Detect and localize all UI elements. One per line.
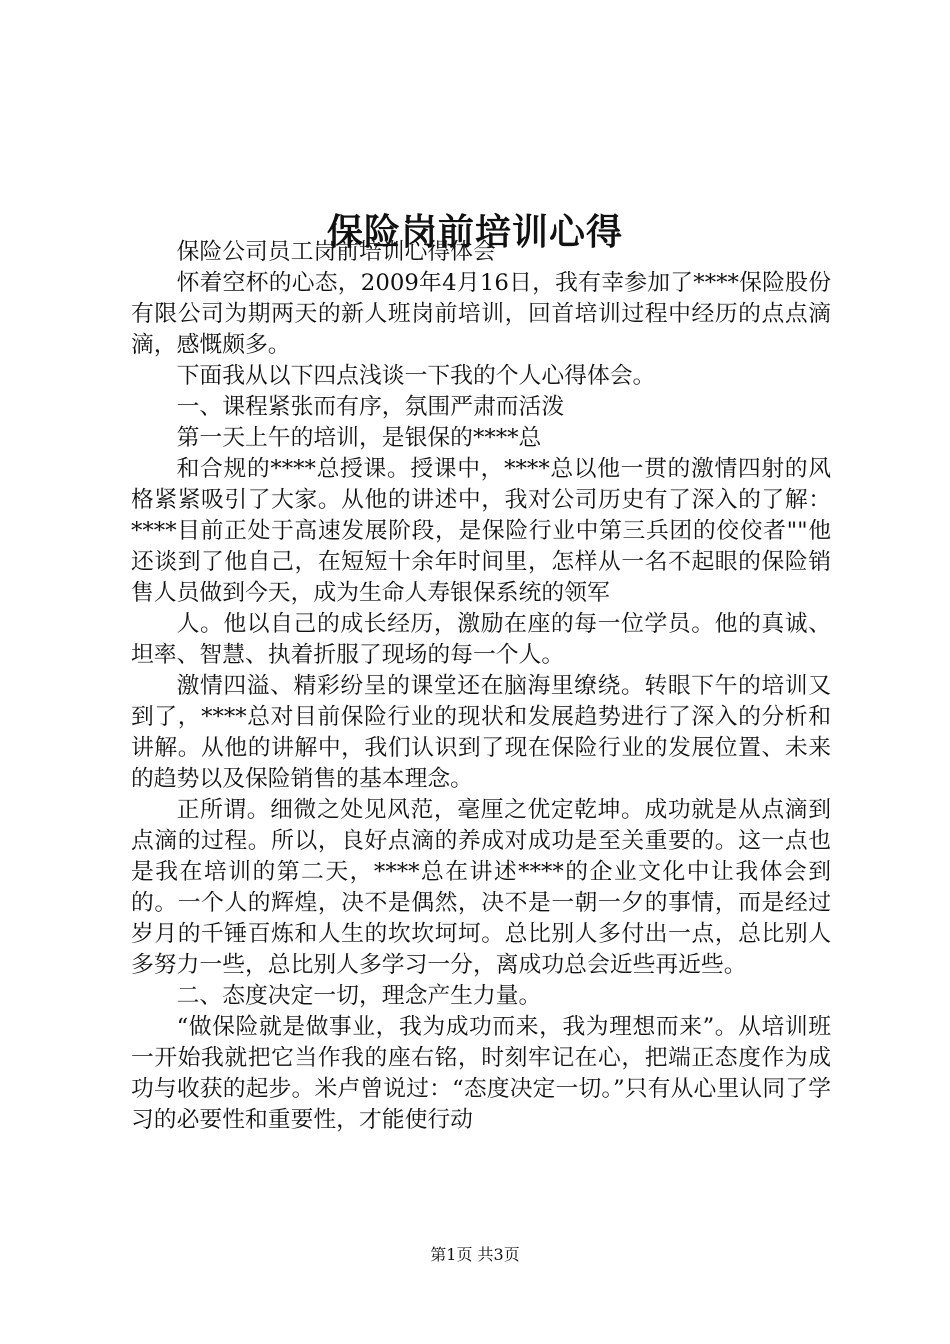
page-footer: 第1页 共3页	[430, 1245, 520, 1264]
section-heading: 一、课程紧张而有序，氛围严肃而活泼	[176, 394, 565, 420]
section-heading: 二、态度决定一切，理念产生力量。	[176, 983, 542, 1009]
paragraph: 下面我从以下四点浅谈一下我的个人心得体会。	[176, 363, 656, 389]
paragraph: 正所谓。细微之处见风范，毫厘之优定乾坤。成功就是从点滴到点滴的过程。所以，良好点滴的养成对成功是至关重要的。这一点也是我在培训的第二天，****总在讲述****的企业文化中让我体会到的。一个人的辉煌，决不是偶然，决不是一朝一夕的事情，而是经过岁月的千锤百炼和人生的坎坎坷坷。总比别人多付出一点，总比别人多努力一些，总比别人多学习一分，离成功总会近些再近些。	[131, 797, 831, 978]
paragraph-subtitle: 保险公司员工岗前培训心得体会	[176, 239, 496, 265]
paragraph: 第一天上午的培训，是银保的****总	[176, 425, 542, 451]
document-title: 保险岗前培训心得	[326, 211, 623, 254]
paragraph: “做保险就是做事业，我为成功而来，我为理想而来”。从培训班一开始我就把它当作我的座右铭，时刻牢记在心，把端正态度作为成功与收获的起步。米卢曾说过：“态度决定一切。”只有从心里认同了学习的必要性和重要性，才能使行动	[131, 1014, 831, 1133]
paragraph: 人。他以自己的成长经历，激励在座的每一位学员。他的真诚、坦率、智慧、执着折服了现场的每一个人。	[131, 611, 831, 668]
paragraph: 怀着空杯的心态，2009年4月16日，我有幸参加了****保险股份有限公司为期两天的新人班岗前培训，回首培训过程中经历的点点滴滴，感慨颇多。	[131, 270, 831, 358]
document-body	[131, 237, 831, 1136]
paragraph: 和合规的****总授课。授课中，****总以他一贯的激情四射的风格紧紧吸引了大家。从他的讲述中，我对公司历史有了深入的了解：****目前正处于高速发展阶段，是保险行业中第三兵团的佼佼者""他还谈到了他自己，在短短十余年时间里，怎样从一名不起眼的保险销售人员做到今天，成为生命人寿银保系统的领军	[131, 456, 831, 606]
paragraph: 激情四溢、精彩纷呈的课堂还在脑海里缭绕。转眼下午的培训又到了，****总对目前保险行业的现状和发展趋势进行了深入的分析和讲解。从他的讲解中，我们认识到了现在保险行业的发展位置、未来的趋势以及保险销售的基本理念。	[131, 673, 831, 792]
